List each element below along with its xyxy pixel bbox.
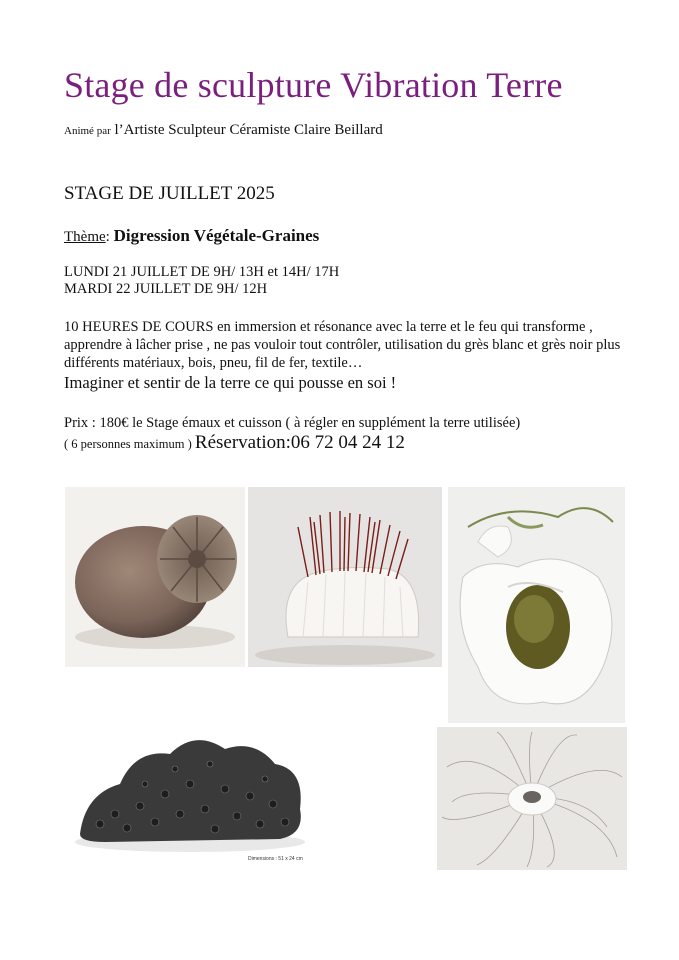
subtitle: [64, 122, 383, 139]
photo-wire-flower-sculpture: [437, 727, 627, 870]
porcelain-seed-image: [448, 487, 625, 723]
theme-label: Thème: [64, 229, 106, 245]
price-line: Prix : 180€ le Stage émaux et cuisson ( à régler en supplément la terre utilisée): [64, 415, 521, 431]
photo-perforated-sculpture: [65, 724, 320, 869]
capacity-text: ( 6 personnes maximum ): [64, 437, 195, 451]
theme-separator: :: [105, 229, 114, 245]
photo-porcelain-seed-sculpture: [448, 487, 625, 723]
theme-value: Digression Végétale-Graines: [113, 226, 320, 245]
photo-bristle-sculpture: [248, 487, 442, 667]
photo-dimensions-caption: Dimensions : 51 x 24 cm: [248, 856, 303, 862]
photo-poppy-pod-sculpture: [65, 487, 245, 667]
poppy-pod-image: [65, 487, 245, 667]
schedule: [64, 264, 339, 298]
course-description: [64, 318, 624, 394]
perforated-image: [65, 724, 320, 869]
wire-flower-image: [437, 727, 627, 870]
bristle-image: [248, 487, 442, 667]
subtitle-prefix: Animé par: [64, 125, 111, 137]
schedule-line-tuesday: MARDI 22 JUILLET DE 9H/ 12H: [64, 281, 268, 297]
description-highlight: Imaginer et sentir de la terre ce qui pousse en soi !: [64, 373, 397, 392]
schedule-line-monday: LUNDI 21 JUILLET DE 9H/ 13H et 14H/ 17H: [64, 264, 340, 280]
subtitle-artist: l’Artiste Sculpteur Céramiste Claire Beillard: [110, 122, 383, 138]
reservation-phone: Réservation:06 72 04 24 12: [194, 432, 405, 453]
pricing: [64, 413, 520, 454]
stage-heading: STAGE DE JUILLET 2025: [64, 183, 275, 204]
reservation-line: [64, 433, 520, 454]
page-title: Stage de sculpture Vibration Terre: [64, 65, 563, 105]
description-text: 10 HEURES DE COURS en immersion et résonance avec la terre et le feu qui transforme , apprendre à lâcher prise , ne pas vouloir tout contrôler, utilisation du grès blanc et grès noir plus différents matériaux, bois, pneu, fil de fer, textile…: [64, 319, 621, 371]
theme-line: [64, 226, 319, 246]
